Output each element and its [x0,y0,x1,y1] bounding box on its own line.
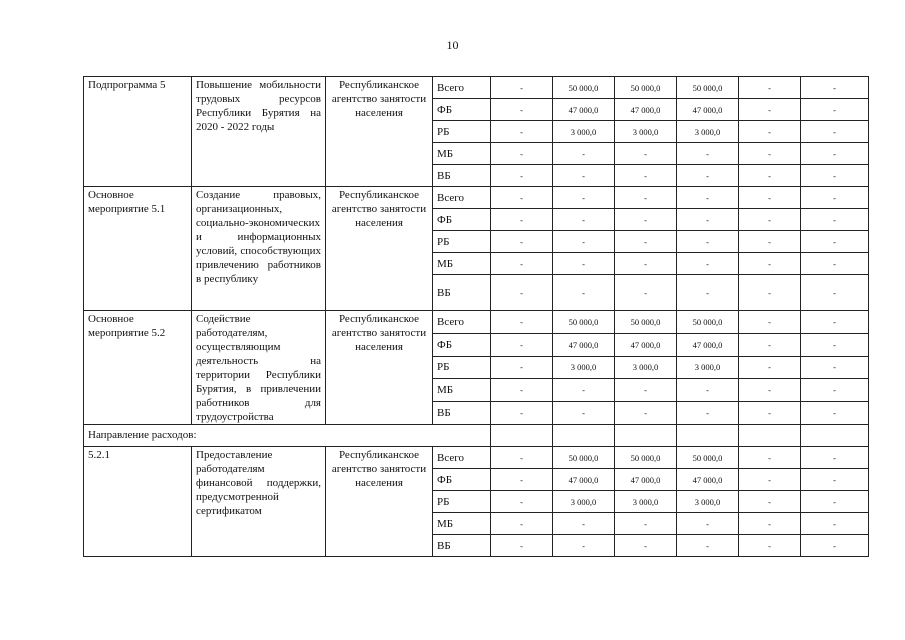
table-row [84,77,869,99]
amount-cell: - [491,333,553,356]
amount-cell: - [677,187,739,209]
amount-cell: - [739,535,801,557]
amount-cell: - [615,275,677,311]
amount-cell: - [739,231,801,253]
empty-cell [677,425,739,447]
amount-cell: - [801,333,869,356]
funding-source-cell: Всего [433,187,491,209]
amount-cell: - [615,187,677,209]
amount-cell: - [739,513,801,535]
amount-cell: - [615,535,677,557]
amount-cell: - [491,535,553,557]
funding-source-cell: ВБ [433,402,491,425]
amount-cell: - [739,447,801,469]
amount-cell: - [801,379,869,402]
amount-cell: 47 000,0 [677,99,739,121]
amount-cell: - [739,379,801,402]
amount-cell: - [491,379,553,402]
amount-cell: - [677,165,739,187]
amount-cell: - [739,275,801,311]
amount-cell: - [677,231,739,253]
amount-cell: - [801,356,869,379]
amount-cell: - [553,402,615,425]
amount-cell: - [739,165,801,187]
section-label: Направление расходов: [84,425,491,447]
amount-cell: - [801,535,869,557]
funding-source-cell: Всего [433,311,491,334]
amount-cell: 47 000,0 [615,469,677,491]
amount-cell: 47 000,0 [553,469,615,491]
amount-cell: - [615,253,677,275]
amount-cell: - [739,99,801,121]
program-name-cell: Содействие работодателям, осуществляющим деятельность на территории Республики Бурятия, в привлечении работников для трудоустройства [192,311,326,425]
program-name-cell: Повышение мобильности трудовых ресурсов Республики Бурятия на 2020 - 2022 годы [192,77,326,187]
funding-source-cell: МБ [433,143,491,165]
funding-source-cell: ФБ [433,99,491,121]
amount-cell: - [491,253,553,275]
executor-cell: Республиканское агентство занятости населения [326,187,433,311]
amount-cell: 50 000,0 [553,311,615,334]
amount-cell: - [553,209,615,231]
amount-cell: 47 000,0 [677,333,739,356]
amount-cell: - [615,143,677,165]
amount-cell: 50 000,0 [553,447,615,469]
funding-source-cell: РБ [433,491,491,513]
amount-cell: 3 000,0 [553,356,615,379]
amount-cell: 3 000,0 [553,491,615,513]
amount-cell: - [553,379,615,402]
amount-cell: - [677,379,739,402]
funding-source-cell: РБ [433,121,491,143]
amount-cell: - [801,402,869,425]
amount-cell: - [801,231,869,253]
amount-cell: - [801,165,869,187]
amount-cell: - [491,402,553,425]
amount-cell: - [491,231,553,253]
amount-cell: 3 000,0 [615,121,677,143]
amount-cell: - [553,275,615,311]
funding-source-cell: ФБ [433,333,491,356]
funding-source-cell: РБ [433,231,491,253]
amount-cell: 3 000,0 [615,491,677,513]
amount-cell: - [615,379,677,402]
amount-cell: - [677,253,739,275]
amount-cell: - [677,275,739,311]
empty-cell [553,425,615,447]
amount-cell: - [491,77,553,99]
amount-cell: - [677,402,739,425]
amount-cell: - [553,535,615,557]
amount-cell: - [553,513,615,535]
funding-source-cell: Всего [433,77,491,99]
table-row [84,187,869,209]
funding-source-cell: ВБ [433,535,491,557]
amount-cell: - [615,165,677,187]
amount-cell: - [553,165,615,187]
amount-cell: - [491,121,553,143]
amount-cell: - [615,513,677,535]
amount-cell: - [739,311,801,334]
amount-cell: - [491,99,553,121]
amount-cell: 47 000,0 [615,333,677,356]
amount-cell: 3 000,0 [677,491,739,513]
program-code-cell: Подпрограмма 5 [84,77,192,187]
amount-cell: - [491,209,553,231]
amount-cell: - [553,231,615,253]
amount-cell: - [739,402,801,425]
funding-source-cell: ВБ [433,165,491,187]
funding-source-cell: ВБ [433,275,491,311]
amount-cell: - [739,77,801,99]
amount-cell: - [739,469,801,491]
amount-cell: 47 000,0 [677,469,739,491]
amount-cell: - [801,491,869,513]
amount-cell: - [615,402,677,425]
amount-cell: - [801,77,869,99]
program-code-cell: Основное мероприятие 5.1 [84,187,192,311]
funding-source-cell: ФБ [433,209,491,231]
amount-cell: 47 000,0 [553,99,615,121]
amount-cell: - [491,447,553,469]
program-name-cell: Создание правовых, организационных, социально-экономических и информационных условий, способствующих привлечению работников в республику [192,187,326,311]
amount-cell: - [801,253,869,275]
page-number: 10 [446,38,459,52]
empty-cell [615,425,677,447]
amount-cell: - [801,143,869,165]
amount-cell: - [801,209,869,231]
amount-cell: - [615,231,677,253]
table-row [84,447,869,469]
program-name-cell: Предоставление работодателям финансовой поддержки, предусмотренной сертификатом [192,447,326,557]
program-code-cell: Основное мероприятие 5.2 [84,311,192,425]
amount-cell: - [677,535,739,557]
amount-cell: - [553,143,615,165]
amount-cell: - [739,209,801,231]
amount-cell: 50 000,0 [615,311,677,334]
amount-cell: - [739,121,801,143]
amount-cell: - [553,187,615,209]
amount-cell: - [801,311,869,334]
empty-cell [739,425,801,447]
section-row [84,425,869,447]
funding-source-cell: Всего [433,447,491,469]
amount-cell: - [615,209,677,231]
amount-cell: 3 000,0 [677,356,739,379]
amount-cell: - [801,99,869,121]
amount-cell: 50 000,0 [615,447,677,469]
amount-cell: - [491,469,553,491]
funding-source-cell: ФБ [433,469,491,491]
amount-cell: - [677,513,739,535]
amount-cell: 47 000,0 [615,99,677,121]
amount-cell: 50 000,0 [677,311,739,334]
amount-cell: - [553,253,615,275]
amount-cell: - [491,311,553,334]
amount-cell: - [739,491,801,513]
budget-table [83,76,869,557]
amount-cell: 3 000,0 [677,121,739,143]
executor-cell: Республиканское агентство занятости населения [326,77,433,187]
amount-cell: - [801,469,869,491]
amount-cell: 47 000,0 [553,333,615,356]
amount-cell: - [801,275,869,311]
empty-cell [801,425,869,447]
amount-cell: - [801,447,869,469]
empty-cell [491,425,553,447]
amount-cell: - [677,209,739,231]
amount-cell: - [491,165,553,187]
amount-cell: 3 000,0 [553,121,615,143]
table-row [84,311,869,334]
funding-source-cell: РБ [433,356,491,379]
amount-cell: - [491,513,553,535]
amount-cell: - [801,513,869,535]
funding-source-cell: МБ [433,379,491,402]
amount-cell: - [491,275,553,311]
amount-cell: - [491,187,553,209]
amount-cell: - [491,356,553,379]
amount-cell: - [801,121,869,143]
amount-cell: 50 000,0 [677,77,739,99]
funding-source-cell: МБ [433,513,491,535]
amount-cell: - [491,491,553,513]
amount-cell: - [739,356,801,379]
amount-cell: - [739,143,801,165]
amount-cell: - [677,143,739,165]
amount-cell: 3 000,0 [615,356,677,379]
program-code-cell: 5.2.1 [84,447,192,557]
amount-cell: - [491,143,553,165]
executor-cell: Республиканское агентство занятости населения [326,311,433,425]
funding-source-cell: МБ [433,253,491,275]
amount-cell: 50 000,0 [553,77,615,99]
amount-cell: 50 000,0 [615,77,677,99]
amount-cell: - [739,253,801,275]
amount-cell: - [739,187,801,209]
amount-cell: - [739,333,801,356]
amount-cell: - [801,187,869,209]
executor-cell: Республиканское агентство занятости населения [326,447,433,557]
amount-cell: 50 000,0 [677,447,739,469]
